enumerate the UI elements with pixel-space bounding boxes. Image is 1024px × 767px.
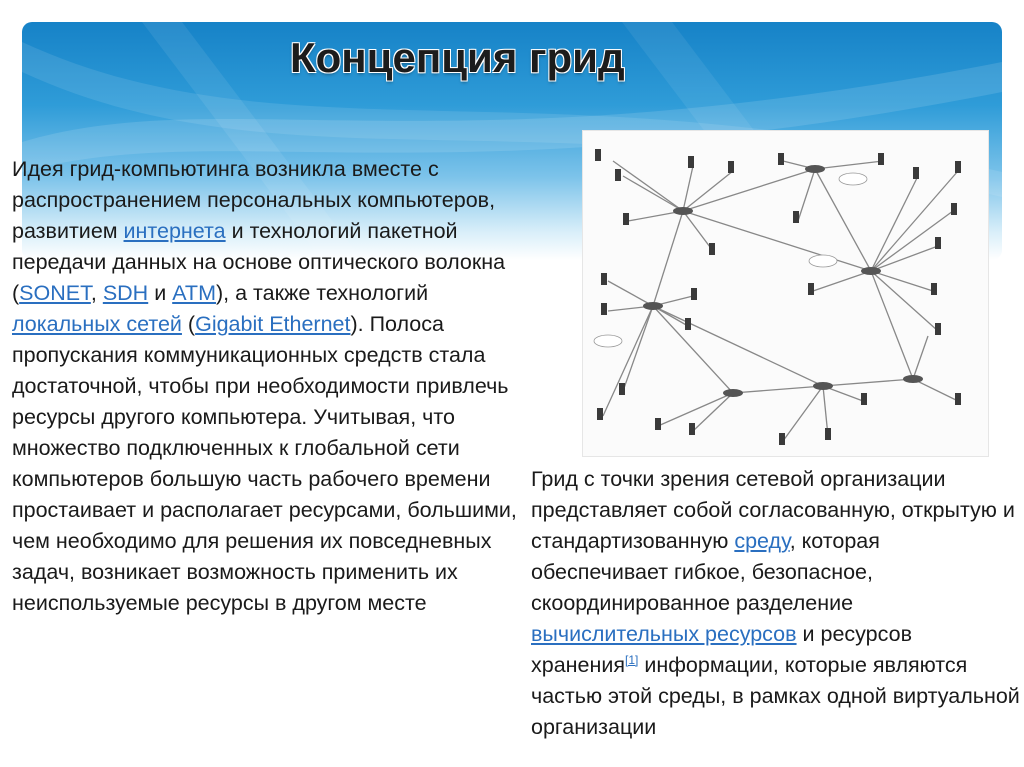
link-gigabit-ethernet[interactable]: Gigabit Ethernet [195,312,351,336]
right-text-part: и ресурсов хранения [531,622,913,677]
link-local-networks[interactable]: локальных сетей [12,312,182,336]
left-text-part: Идея грид-компьютинга возникла вместе с распространением персональных компьютеров, развитием [12,157,496,243]
right-paragraph [531,464,1021,743]
right-text-part: информации, которые являются частью этой среды, в рамках одной виртуальной организации [531,653,1020,739]
grid-network-diagram [582,130,989,457]
left-text-part: , [90,281,103,305]
footnote-ref-link[interactable]: [1] [625,652,639,667]
network-clouds [594,173,867,347]
slide-title: Концепция грид [290,34,625,81]
network-hosts [595,149,961,445]
network-links [603,161,958,441]
left-text-part: ). Полоса пропускания коммуникационных средств стала достаточной, чтобы при необходимости привлечь ресурсы другого компьютера. Учитывая, что множество подключенных к глобальной сети компьютеров большую часть рабочего времени простаивает и располагает ресурсами, большими, чем необходимо для решения их повседневных задач, возникает возможность применить их неиспользуемые ресурсы в другом месте [12,312,517,615]
left-text-part: ( [181,312,196,336]
left-text-part: ), а также технологий [215,281,429,305]
right-text-part: , которая обеспечивает гибкое, безопасное, скоординированное разделение [531,529,880,615]
link-computing-resources[interactable]: вычислительных ресурсов [531,622,797,646]
left-text-part: и [148,281,173,305]
link-environment[interactable]: среду [734,529,790,553]
link-atm[interactable]: ATM [172,281,216,305]
link-sdh[interactable]: SDH [102,281,149,305]
link-sonet[interactable]: SONET [19,281,91,305]
left-paragraph [12,154,524,619]
link-internet[interactable]: интернета [123,219,226,243]
right-text-part: Грид с точки зрения сетевой организации представляет собой согласованную, открытую и стандартизованную [531,467,1015,553]
left-text-part: и технологий пакетной передачи данных на основе оптического волокна ( [12,219,506,305]
network-diagram-graphic [583,131,988,456]
